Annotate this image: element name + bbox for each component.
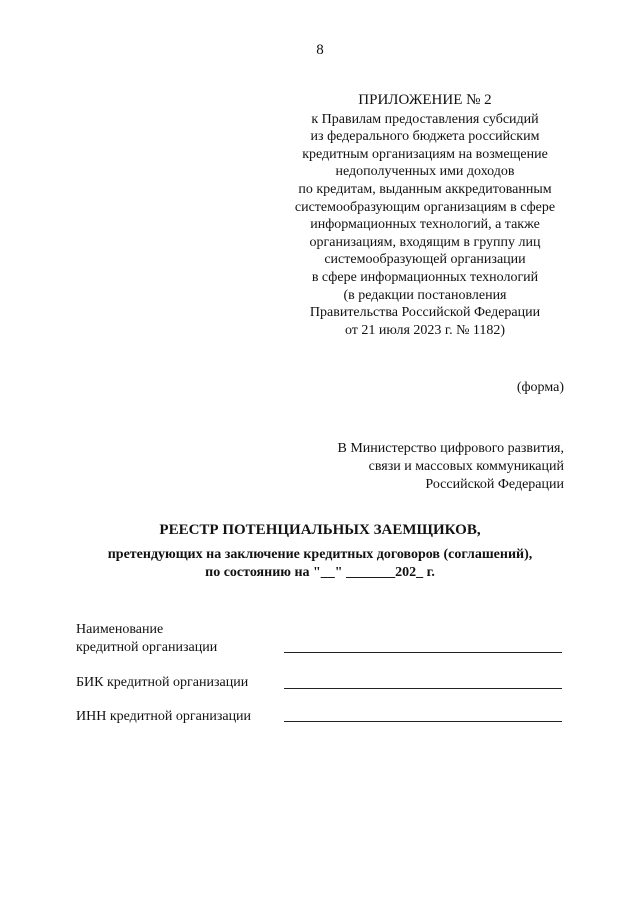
inn-field[interactable] (284, 721, 562, 722)
appendix-line: информационных технологий, а также (310, 217, 540, 233)
bank-name-label-line: Наименование (76, 622, 164, 637)
appendix-line: (в редакции постановления (343, 287, 507, 303)
addressee-block (264, 440, 564, 494)
registry-title: РЕЕСТР ПОТЕНЦИАЛЬНЫХ ЗАЕМЩИКОВ, (159, 522, 481, 538)
form-label: (форма) (516, 380, 564, 395)
appendix-line: из федерального бюджета российским (310, 129, 540, 145)
addressee-line: связи и массовых коммуникаций (368, 459, 564, 474)
registry-date-line: по состоянию на "__" _______202_ г. (205, 565, 435, 580)
appendix-line: организациям, входящим в группу лиц (309, 234, 541, 250)
appendix-block (270, 92, 580, 339)
bik-label: БИК кредитной организации (76, 675, 249, 690)
bank-name-label (76, 621, 217, 657)
appendix-line: по кредитам, выданным аккредитованным (298, 181, 552, 197)
page-number: 8 (316, 42, 324, 58)
appendix-line: Правительства Российской Федерации (309, 305, 541, 321)
appendix-title: ПРИЛОЖЕНИЕ № 2 (358, 92, 492, 108)
addressee-line: В Министерство цифрового развития, (337, 441, 564, 456)
bank-name-field[interactable] (284, 652, 562, 653)
bik-field[interactable] (284, 688, 562, 689)
appendix-line: недополученных ими доходов (335, 164, 515, 180)
registry-subtitle (60, 546, 580, 582)
bank-name-label-line: кредитной организации (76, 640, 218, 655)
inn-label: ИНН кредитной организации (76, 709, 252, 724)
registry-subtitle-line: претендующих на заключение кредитных договоров (соглашений), (107, 547, 533, 562)
addressee-line: Российской Федерации (425, 477, 564, 492)
appendix-line: к Правилам предоставления субсидий (311, 111, 539, 127)
appendix-line: в сфере информационных технологий (311, 269, 539, 285)
appendix-line: системообразующей организации (324, 252, 526, 268)
appendix-line: системообразующим организациям в сфере (294, 199, 556, 215)
appendix-line: от 21 июля 2023 г. № 1182) (344, 322, 506, 338)
appendix-line: кредитным организациям на возмещение (302, 146, 548, 162)
